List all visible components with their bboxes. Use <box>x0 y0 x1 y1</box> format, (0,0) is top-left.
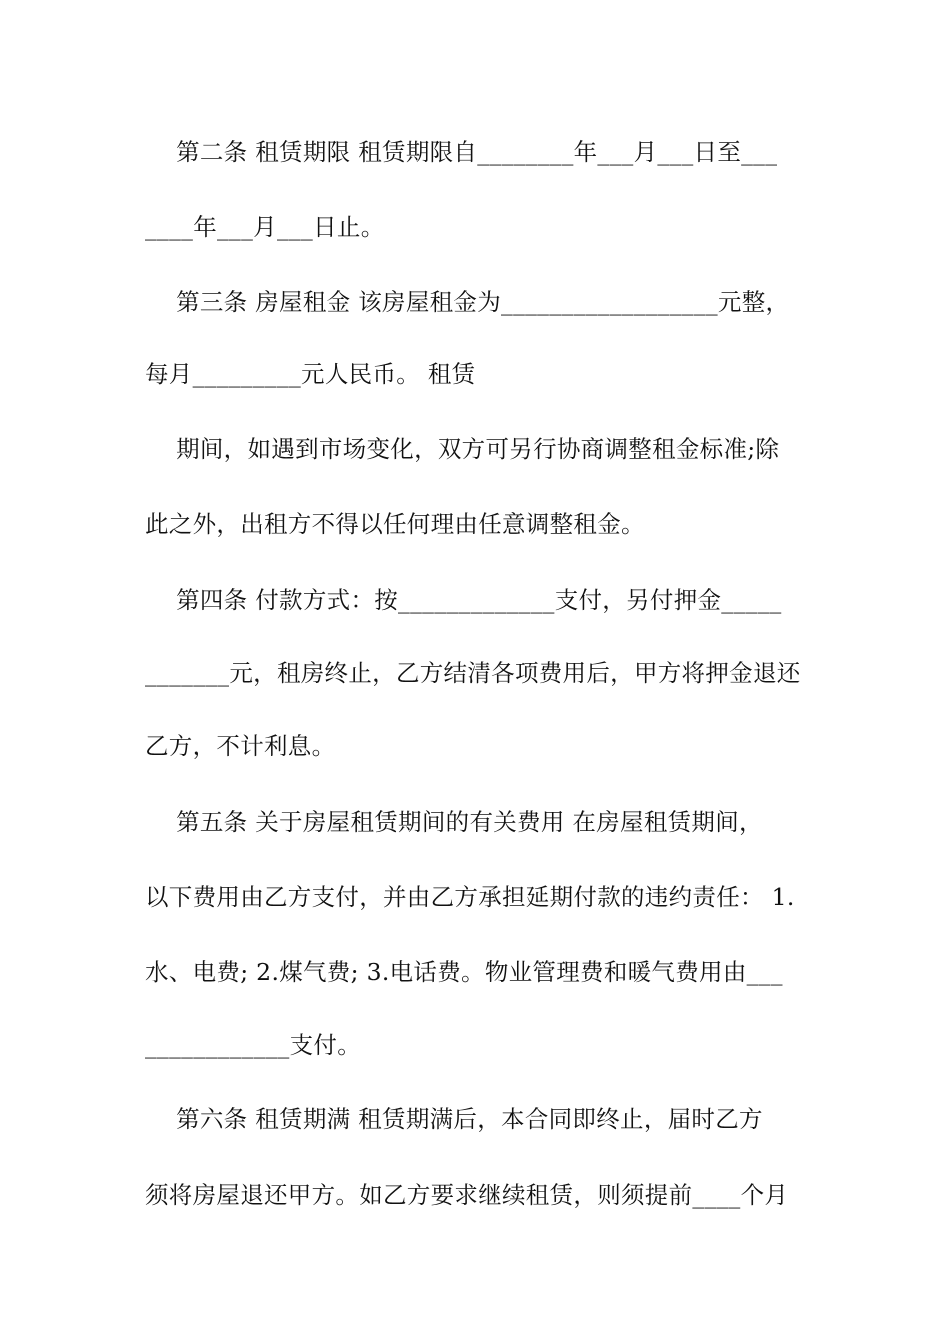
text-line: 此之外，出租方不得以任何理由任意调整租金。 <box>145 510 645 538</box>
text-line: 第六条 租赁期满 租赁期满后，本合同即终止，届时乙方 <box>145 1105 763 1133</box>
text-line: 每月_________元人民币。 租赁 <box>145 360 476 388</box>
text-line: 第三条 房屋租金 该房屋租金为__________________元整， <box>145 288 790 316</box>
text-line: ____年___月___日止。 <box>145 213 385 241</box>
text-line: 乙方，不计利息。 <box>145 732 336 760</box>
text-line: 须将房屋退还甲方。如乙方要求继续租赁，则须提前____个月 <box>145 1181 789 1209</box>
text-line: 期间，如遇到市场变化，双方可另行协商调整租金标准;除 <box>145 435 780 463</box>
text-line: 第四条 付款方式：按_____________支付，另付押金_____ <box>145 586 782 614</box>
text-line: 水、电费; 2.煤气费; 3.电话费。物业管理费和暖气费用由___ <box>145 958 783 986</box>
text-line: 以下费用由乙方支付，并由乙方承担延期付款的违约责任： 1. <box>145 883 795 911</box>
text-line: ____________支付。 <box>145 1031 361 1059</box>
text-line: 第二条 租赁期限 租赁期限自________年___月___日至___ <box>145 138 778 166</box>
text-line: 第五条 关于房屋租赁期间的有关费用 在房屋租赁期间， <box>145 808 763 836</box>
text-line: _______元，租房终止，乙方结清各项费用后，甲方将押金退还 <box>145 659 801 687</box>
